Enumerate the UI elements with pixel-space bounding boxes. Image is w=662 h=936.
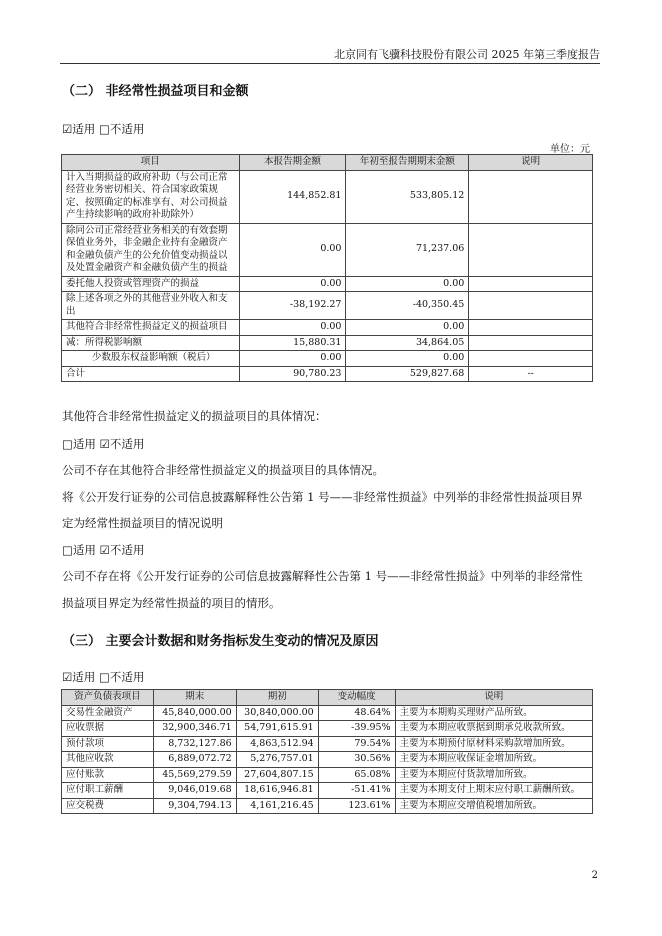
section-2-title: （二） 非经常性损益项目和金额	[62, 84, 249, 99]
table-row	[62, 736, 593, 752]
row-note	[469, 292, 593, 320]
row-change: -39.95%	[318, 721, 395, 737]
row-note: 主要为本期预付原材料采购款增加所致。	[395, 736, 592, 752]
row-change: 30.56%	[318, 752, 395, 768]
row-begin: 27,604,807.15	[236, 767, 318, 783]
row-end: 32,900,346.71	[153, 721, 236, 737]
paragraph-reclass-line1: 将《公开发行证券的公司信息披露解释性公告第 1 号——非经常性损益》中列举的非经常性损益项目界	[62, 490, 583, 504]
row-item: 其他符合非经常性损益定义的损益项目	[62, 320, 240, 336]
row-item: 应付账款	[62, 767, 154, 783]
row-note: 主要为本期支付上期末应付职工薪酬所致。	[395, 783, 592, 799]
row-item: 除上述各项之外的其他营业外收入和支出	[62, 292, 240, 320]
row-note: 主要为本期应交增值税增加所致。	[395, 798, 592, 814]
table-row	[62, 798, 593, 814]
paragraph-reclass-applicability: □适用 ☑不适用	[62, 543, 145, 557]
row-current: 90,780.23	[239, 366, 346, 382]
row-note: --	[469, 366, 593, 382]
table-row	[62, 320, 593, 336]
col-header-note: 说明	[469, 155, 593, 171]
section-3-title: （三） 主要会计数据和财务指标发生变动的情况及原因	[62, 634, 379, 649]
row-note	[469, 223, 593, 276]
unit-label: 单位：元	[550, 144, 590, 155]
row-ytd: 0.00	[346, 276, 469, 292]
row-current: 0.00	[239, 223, 346, 276]
row-begin: 4,863,512.94	[236, 736, 318, 752]
row-item: 除同公司正常经营业务相关的有效套期保值业务外，非金融企业持有金融资产和金融负债产生的公允价值变动损益以及处置金融资产和金融负债产生的损益	[62, 223, 240, 276]
row-item: 其他应收款	[62, 752, 154, 768]
row-begin: 4,161,216.45	[236, 798, 318, 814]
col-header-ytd: 年初至报告期期末金额	[346, 155, 469, 171]
row-note	[469, 320, 593, 336]
row-note: 主要为本期应付货款增加所致。	[395, 767, 592, 783]
table-row	[62, 335, 593, 351]
paragraph-other-applicability: □适用 ☑不适用	[62, 437, 145, 451]
row-ytd: 0.00	[346, 351, 469, 367]
row-end: 45,569,279.59	[153, 767, 236, 783]
table-row	[62, 170, 593, 223]
row-item: 交易性金融资产	[62, 705, 154, 721]
col-header-note: 说明	[395, 690, 592, 706]
row-item: 少数股东权益影响额（税后）	[62, 351, 240, 367]
section-3-applicability: ☑适用 □不适用	[62, 670, 145, 684]
col-header-end: 期末	[153, 690, 236, 706]
table-header-row	[62, 690, 593, 706]
col-header-change: 变动幅度	[318, 690, 395, 706]
header-divider	[60, 63, 600, 64]
change-table	[61, 689, 593, 814]
row-ytd: 0.00	[346, 320, 469, 336]
row-note: 主要为本期购买理财产品所致。	[395, 705, 592, 721]
row-note	[469, 170, 593, 223]
row-note: 主要为本期应收保证金增加所致。	[395, 752, 592, 768]
row-begin: 18,616,946.81	[236, 783, 318, 799]
section-2-applicability: ☑适用 □不适用	[62, 122, 145, 136]
table-header-row	[62, 155, 593, 171]
paragraph-reclass-line2: 定为经常性损益项目的情况说明	[62, 516, 223, 530]
row-ytd: 34,864.05	[346, 335, 469, 351]
row-note	[469, 276, 593, 292]
table-row	[62, 292, 593, 320]
table-row	[62, 351, 593, 367]
row-change: 123.61%	[318, 798, 395, 814]
row-item: 应付职工薪酬	[62, 783, 154, 799]
table-row	[62, 721, 593, 737]
row-end: 9,304,794.13	[153, 798, 236, 814]
row-item: 减：所得税影响额	[62, 335, 240, 351]
row-end: 6,889,072.72	[153, 752, 236, 768]
row-end: 45,840,000.00	[153, 705, 236, 721]
paragraph-no-other-items: 公司不存在其他符合非经常性损益定义的损益项目的具体情况。	[62, 463, 384, 477]
row-ytd: -40,350.45	[346, 292, 469, 320]
table-total-row	[62, 366, 593, 382]
row-end: 9,046,019.68	[153, 783, 236, 799]
row-note	[469, 351, 593, 367]
row-item: 应交税费	[62, 798, 154, 814]
row-end: 8,732,127.86	[153, 736, 236, 752]
row-change: 65.08%	[318, 767, 395, 783]
report-header: 北京同有飞骥科技股份有限公司 2025 年第三季度报告	[334, 48, 600, 61]
row-begin: 54,791,615.91	[236, 721, 318, 737]
row-current: 0.00	[239, 320, 346, 336]
row-begin: 30,840,000.00	[236, 705, 318, 721]
table-row	[62, 752, 593, 768]
row-item: 预付款项	[62, 736, 154, 752]
row-ytd: 529,827.68	[346, 366, 469, 382]
page-number: 2	[591, 870, 598, 881]
row-note	[469, 335, 593, 351]
table-row	[62, 705, 593, 721]
row-ytd: 533,805.12	[346, 170, 469, 223]
row-current: 0.00	[239, 276, 346, 292]
row-current: -38,192.27	[239, 292, 346, 320]
row-ytd: 71,237.06	[346, 223, 469, 276]
row-item: 委托他人投资或管理资产的损益	[62, 276, 240, 292]
col-header-item: 资产负债表项目	[62, 690, 154, 706]
table-row	[62, 223, 593, 276]
col-header-begin: 期初	[236, 690, 318, 706]
row-change: -51.41%	[318, 783, 395, 799]
row-note: 主要为本期应收票据到期承兑收款所致。	[395, 721, 592, 737]
row-item: 合计	[62, 366, 240, 382]
row-begin: 5,276,757.01	[236, 752, 318, 768]
table-row	[62, 783, 593, 799]
row-current: 144,852.81	[239, 170, 346, 223]
row-change: 48.64%	[318, 705, 395, 721]
col-header-item: 项目	[62, 155, 240, 171]
row-item: 应收票据	[62, 721, 154, 737]
table-row	[62, 276, 593, 292]
table-row	[62, 767, 593, 783]
paragraph-other-items: 其他符合非经常性损益定义的损益项目的具体情况：	[62, 409, 327, 423]
row-change: 79.54%	[318, 736, 395, 752]
row-item: 计入当期损益的政府补助（与公司正常经营业务密切相关、符合国家政策规定、按照确定的标准享有、对公司损益产生持续影响的政府补助除外）	[62, 170, 240, 223]
row-current: 0.00	[239, 351, 346, 367]
paragraph-no-reclass-line1: 公司不存在将《公开发行证券的公司信息披露解释性公告第 1 号——非经常性损益》中列举的非经常性	[62, 569, 583, 583]
nonrecurring-table	[61, 154, 593, 382]
col-header-current: 本报告期金额	[239, 155, 346, 171]
paragraph-no-reclass-line2: 损益项目界定为经常性损益的项目的情形。	[62, 596, 281, 610]
row-current: 15,880.31	[239, 335, 346, 351]
